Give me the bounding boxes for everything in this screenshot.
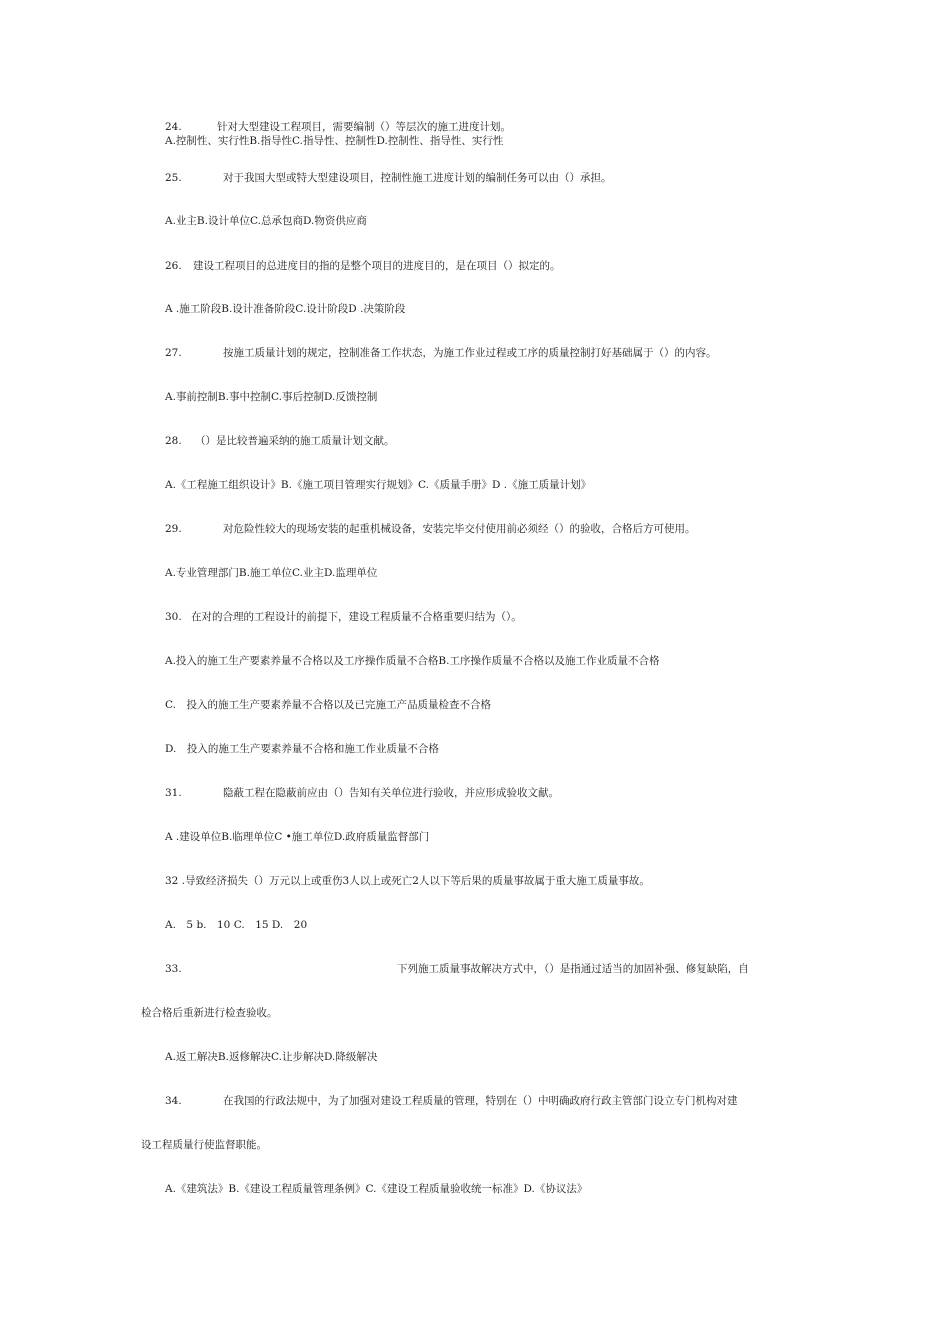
question-26-options: A .施工阶段B.设计准备阶段C.设计阶段D .决策阶段 xyxy=(165,303,406,315)
question-text: 导致经济损失（）万元以上或重伤3人以上或死亡2人以下等后果的质量事故属于重大施工质量事故。 xyxy=(185,875,650,887)
question-33-continuation: 检合格后重新进行检查验收。 xyxy=(141,1007,278,1019)
question-25-options: A.业主B.设计单位C.总承包商D.物资供应商 xyxy=(165,215,367,227)
question-text: 在对的合理的工程设计的前提下，建设工程质量不合格重要归结为（）。 xyxy=(191,611,522,623)
question-number: 25. xyxy=(165,172,182,184)
question-number: 26. xyxy=(165,260,182,272)
question-text: 对于我国大型或特大型建设项目，控制性施工进度计划的编制任务可以由（）承担。 xyxy=(223,172,612,184)
question-34-options: A.《建筑法》B.《建设工程质量管理条例》C.《建设工程质量验收统一标准》D.《协议法》 xyxy=(165,1183,588,1195)
question-29-options: A.专业管理部门B.施工单位C.业主D.监理单位 xyxy=(165,567,378,579)
question-text: 建设工程项目的总进度目的指的是整个项目的进度目的，是在项目（）拟定的。 xyxy=(193,260,561,272)
question-number: 30. xyxy=(165,611,182,623)
question-text: 针对大型建设工程项目，需要编制（）等层次的施工进度计划。 xyxy=(217,121,511,133)
question-24-options: A.控制性、实行性B.指导性C.指导性、控制性D.控制性、指导性、实行性 xyxy=(165,135,504,147)
question-27 xyxy=(165,346,717,360)
question-24 xyxy=(165,120,511,134)
question-number: 33. xyxy=(165,963,182,975)
question-33-options: A.返工解决B.返修解决C.让步解决D.降级解决 xyxy=(165,1051,378,1063)
question-32-options: A. 5 b. 10 C. 15 D. 20 xyxy=(165,919,308,931)
question-31 xyxy=(165,786,559,800)
question-30 xyxy=(165,610,522,624)
question-26 xyxy=(165,259,561,273)
question-30-option-d: D. 投入的施工生产要素养量不合格和施工作业质量不合格 xyxy=(165,743,439,755)
question-25 xyxy=(165,171,612,185)
question-text: 隐蔽工程在隐蔽前应由（）告知有关单位进行验收，并应形成验收文献。 xyxy=(223,787,559,799)
question-34 xyxy=(165,1094,738,1108)
question-29 xyxy=(165,522,696,536)
question-text: （）是比较普遍采纳的施工质量计划文献。 xyxy=(195,435,395,447)
question-number: 29. xyxy=(165,523,182,535)
question-33 xyxy=(165,962,749,976)
question-30-option-c: C. 投入的施工生产要素养量不合格以及已完施工产品质量检查不合格 xyxy=(165,699,491,711)
question-32 xyxy=(165,874,650,888)
question-text: 对危险性较大的现场安装的起重机械设备，安装完毕交付使用前必须经（）的验收，合格后方可使用。 xyxy=(223,523,696,535)
question-27-options: A.事前控制B.事中控制C.事后控制D.反馈控制 xyxy=(165,391,378,403)
question-number: 27. xyxy=(165,347,182,359)
question-number: 24. xyxy=(165,121,182,133)
question-30-options: A.投入的施工生产要素养量不合格以及工序操作质量不合格B.工序操作质量不合格以及施工作业质量不合格 xyxy=(165,655,660,667)
question-number: 31. xyxy=(165,787,182,799)
question-text: 在我国的行政法规中，为了加强对建设工程质量的管理，特别在（）中明确政府行政主管部门设立专门机构对建 xyxy=(223,1095,738,1107)
question-31-options: A .建设单位B.临理单位C •施工单位D.政府质量监督部门 xyxy=(165,831,430,843)
question-28-options: A.《工程施工组织设计》B.《施工项目管理实行规划》C.《质量手册》D .《施工质量计划》 xyxy=(165,479,592,491)
question-number: 28. xyxy=(165,435,182,447)
question-text: 下列施工质量事故解决方式中，（）是指通过适当的加固补强、修复缺陷，自 xyxy=(397,963,749,975)
question-number: 32 . xyxy=(165,875,186,887)
question-28 xyxy=(165,434,395,448)
question-number: 34. xyxy=(165,1095,182,1107)
question-34-continuation: 设工程质量行使监督职能。 xyxy=(141,1139,267,1151)
question-text: 按施工质量计划的规定，控制准备工作状态，为施工作业过程或工序的质量控制打好基础属于（）的内容。 xyxy=(223,347,717,359)
